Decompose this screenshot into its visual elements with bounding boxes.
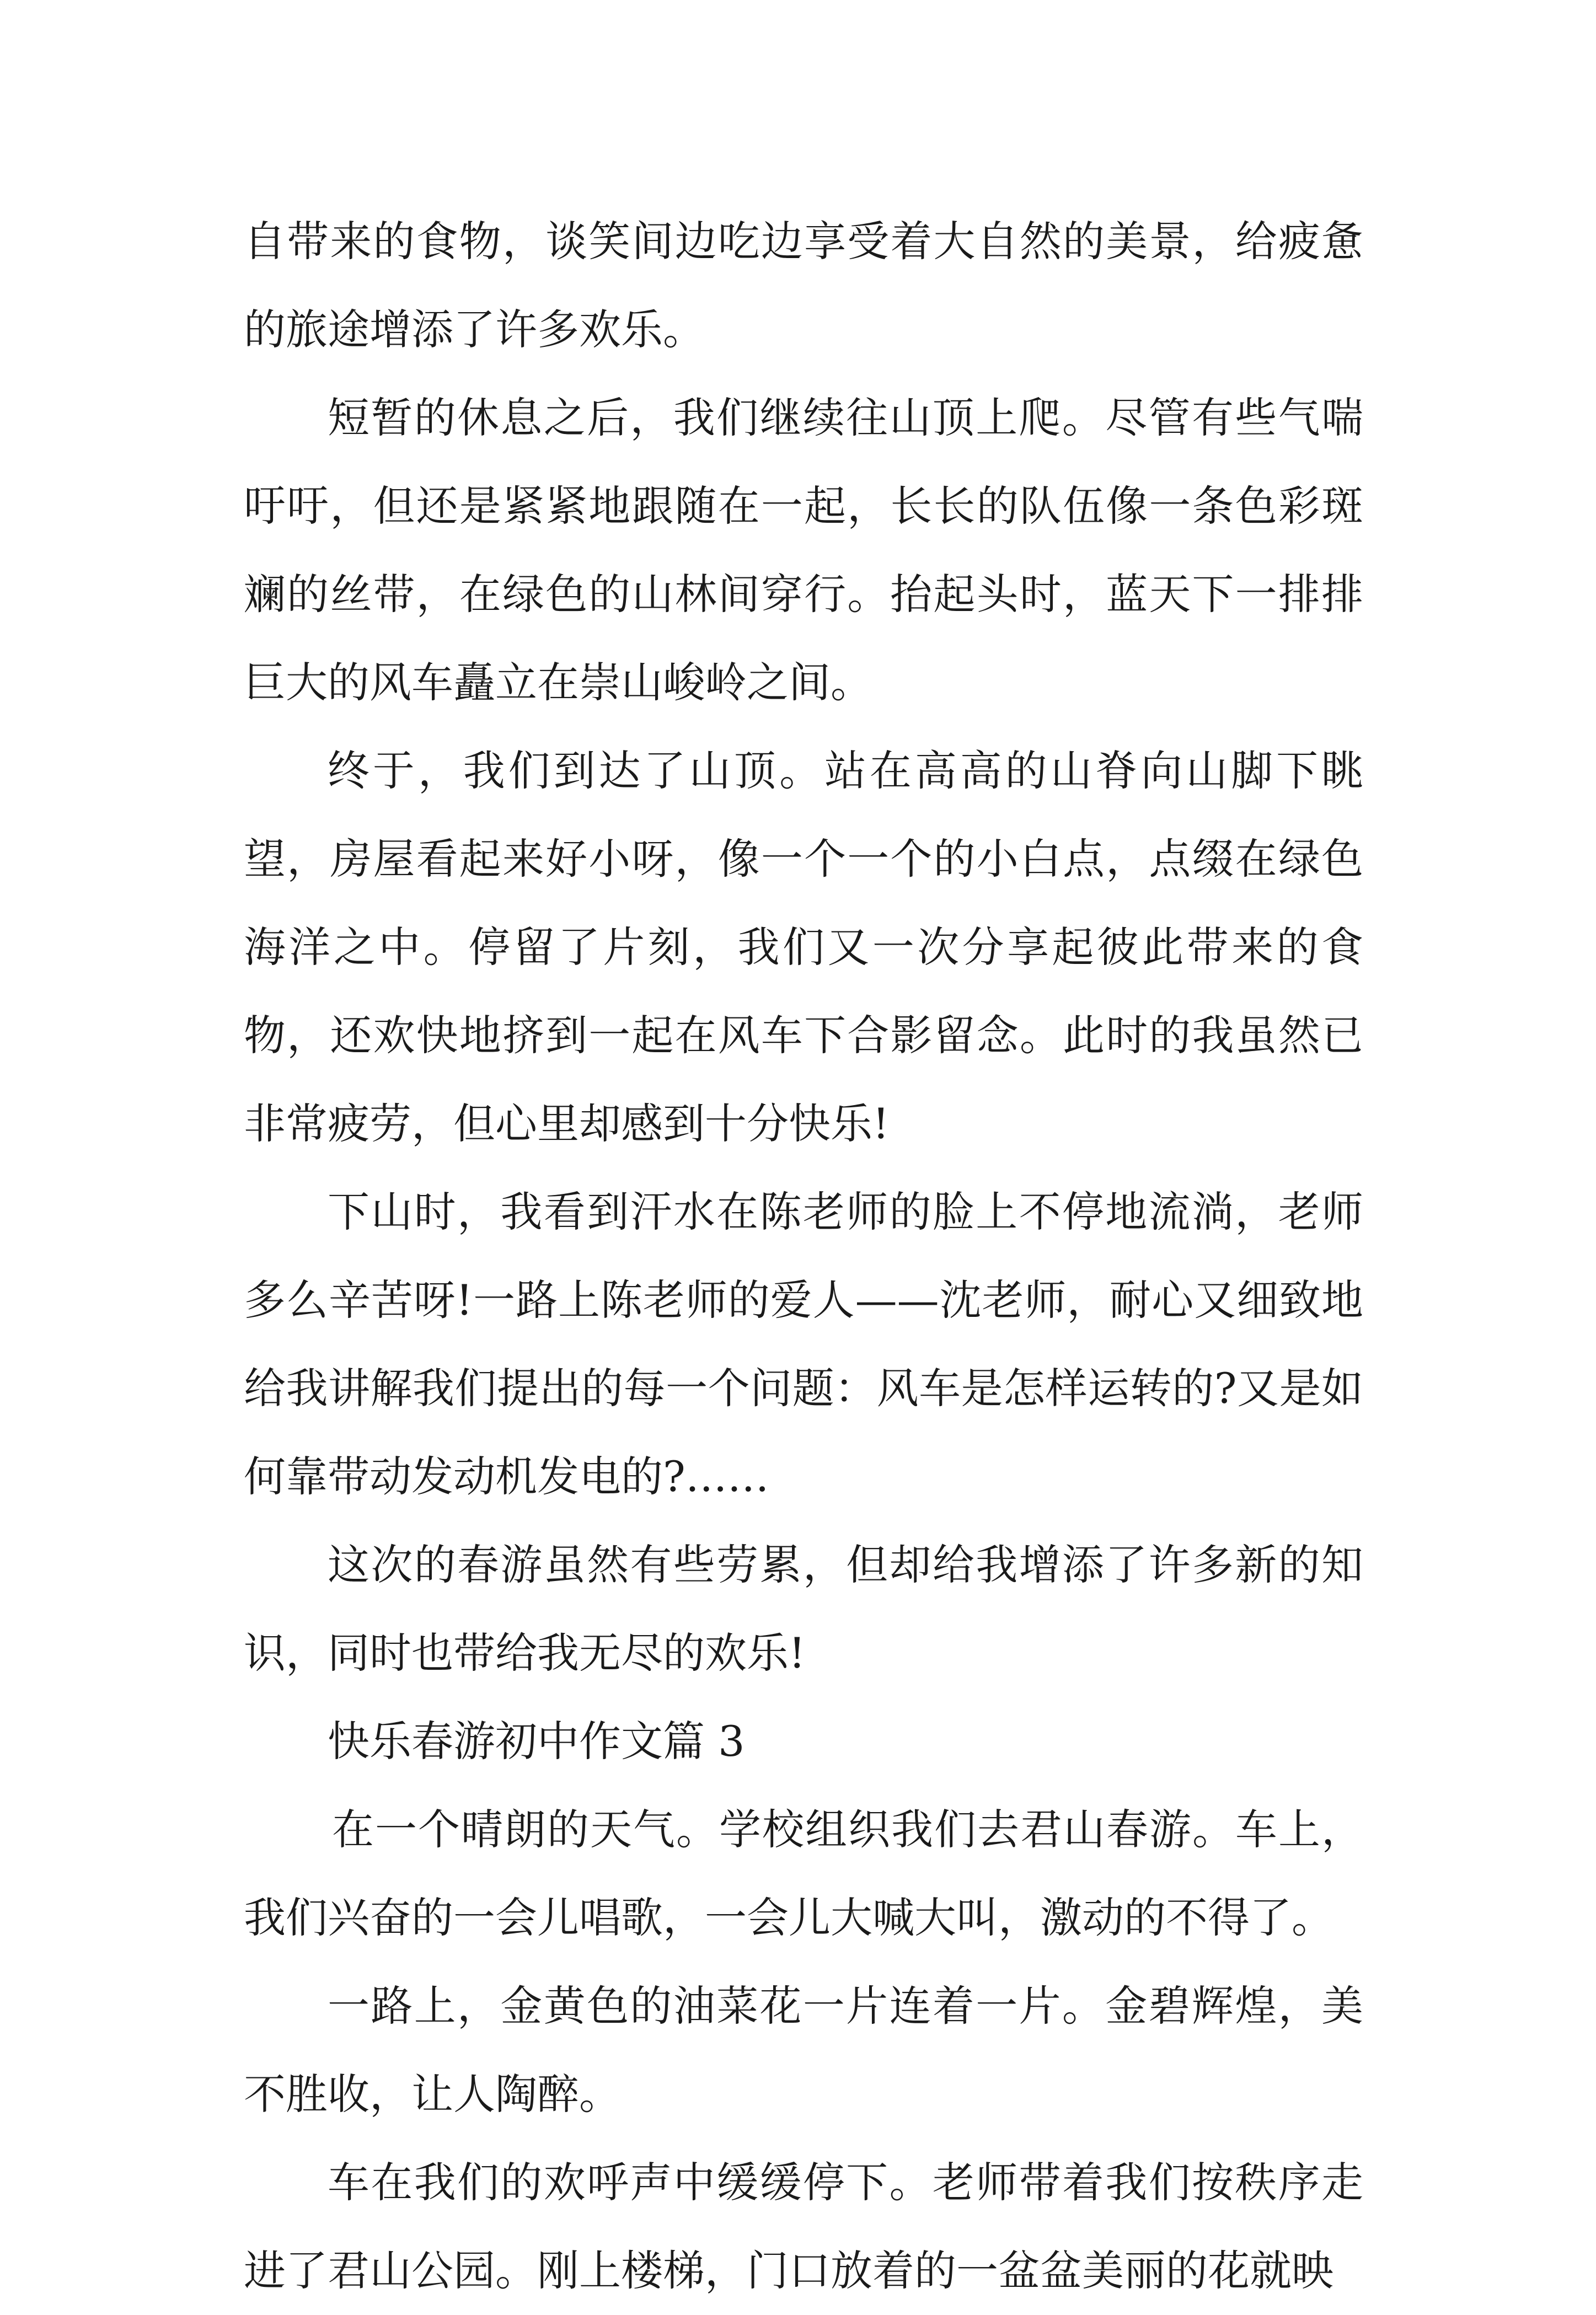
section-heading: 快乐春游初中作文篇 3 <box>328 1717 745 1766</box>
paragraph-5: 这次的春游虽然有些劳累，但却给我增添了许多新的知识，同时也带给我无尽的欢乐! <box>244 1540 1363 1678</box>
document-page <box>244 197 1363 2315</box>
paragraph-7: 一路上，金黄色的油菜花一片连着一片。金碧辉煌，美不胜收，让人陶醉。 <box>244 1981 1363 2119</box>
paragraph-4: 下山时，我看到汗水在陈老师的脸上不停地流淌，老师多么辛苦呀!一路上陈老师的爱人——沈老师，耐心又细致地给我讲解我们提出的每一个问题：风车是怎样运转的?又是如何靠带动发动机发电的?…… <box>244 1187 1363 1501</box>
paragraph-6: 在一个晴朗的天气。学校组织我们去君山春游。车上，我们兴奋的一会儿唱歌，一会儿大喊大叫，激动的不得了。 <box>244 1805 1363 1942</box>
paragraph-2: 短暂的休息之后，我们继续往山顶上爬。尽管有些气喘吁吁，但还是紧紧地跟随在一起，长长的队伍像一条色彩斑斓的丝带，在绿色的山林间穿行。抬起头时，蓝天下一排排巨大的风车矗立在崇山峻岭之间。 <box>244 393 1363 707</box>
paragraph-3: 终于，我们到达了山顶。站在高高的山脊向山脚下眺望，房屋看起来好小呀，像一个一个的小白点，点缀在绿色海洋之中。停留了片刻，我们又一次分享起彼此带来的食物，还欢快地挤到一起在风车下合影留念。此时的我虽然已非常疲劳，但心里却感到十分快乐! <box>244 746 1363 1148</box>
paragraph-8: 车在我们的欢呼声中缓缓停下。老师带着我们按秩序走进了君山公园。刚上楼梯，门口放着的一盆盆美丽的花就映 <box>244 2158 1363 2295</box>
paragraph-1: 自带来的食物，谈笑间边吃边享受着大自然的美景，给疲惫的旅途增添了许多欢乐。 <box>244 217 1363 354</box>
